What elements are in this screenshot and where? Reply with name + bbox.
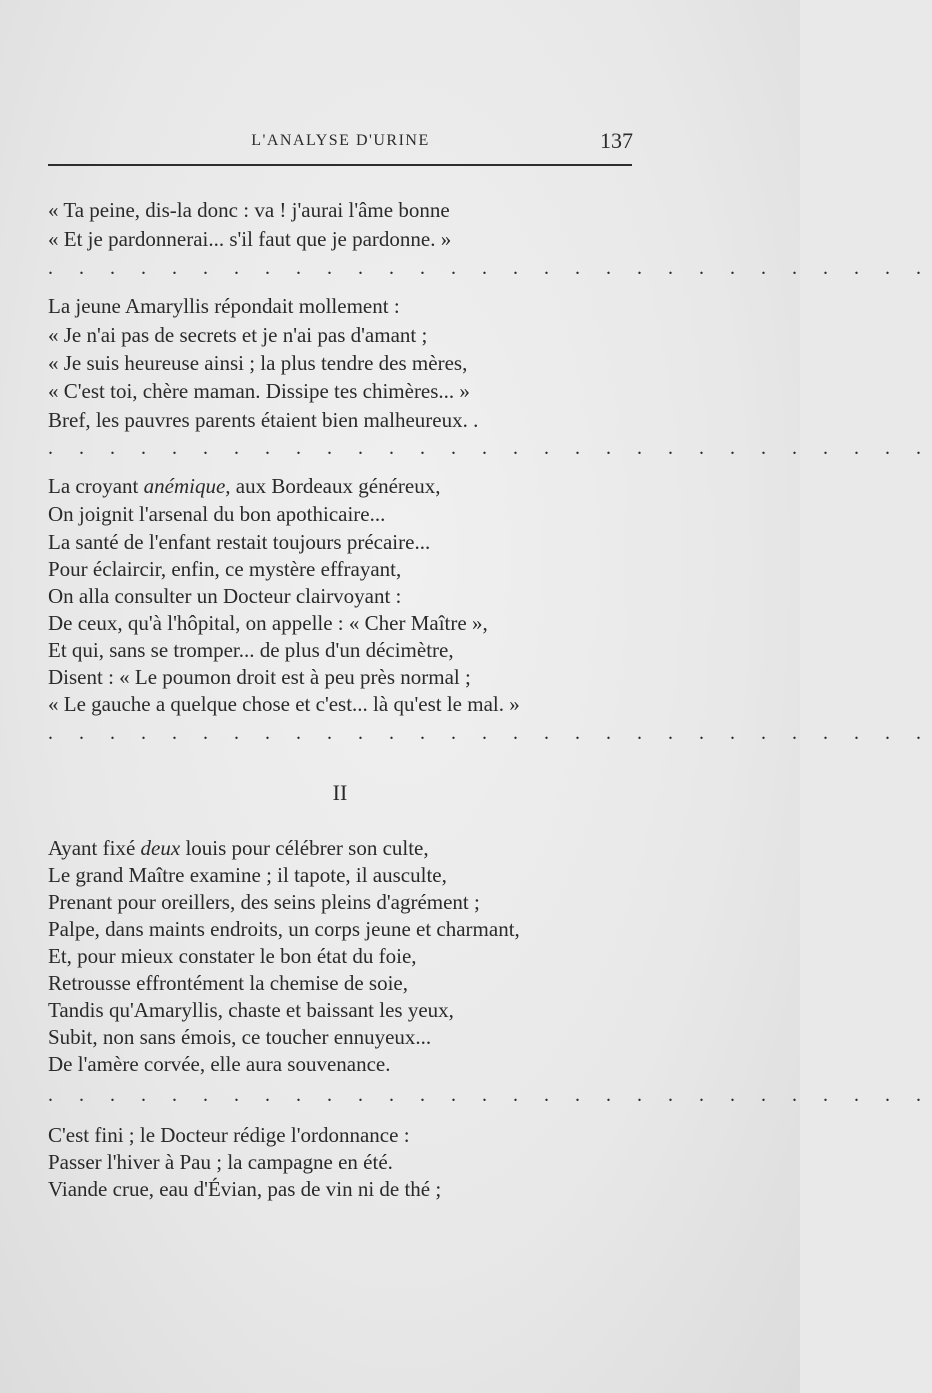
verse-line: Viande crue, eau d'Évian, pas de vin ni de thé ; [48,1177,442,1201]
verse-line: « Ta peine, dis-la donc : va ! j'aurai l'âme bonne [48,198,450,222]
verse-text: Ayant fixé [48,836,141,860]
verse-line: Subit, non sans émois, ce toucher ennuyeux... [48,1025,432,1049]
ellipsis-dots: . . . . . . . . . . . . . . . . . . . . . . . . . . . . . [48,722,932,744]
verse-line: Palpe, dans maints endroits, un corps jeune et charmant, [48,917,520,941]
verse-line: De l'amère corvée, elle aura souvenance. [48,1052,391,1076]
verse-line: Passer l'hiver à Pau ; la campagne en été. [48,1150,393,1174]
verse-line: Le grand Maître examine ; il tapote, il ausculte, [48,863,447,887]
verse-line: « C'est toi, chère maman. Dissipe tes chimères... » [48,379,470,403]
verse-line: La jeune Amaryllis répondait mollement : [48,294,400,318]
verse-line: Et, pour mieux constater le bon état du foie, [48,944,417,968]
italic-word: anémique, [143,474,231,498]
verse-line: On joignit l'arsenal du bon apothicaire... [48,502,386,526]
page-header [48,128,633,162]
verse-line: « Et je pardonnerai... s'il faut que je pardonne. » [48,227,452,251]
section-number: II [332,780,348,805]
verse-line [48,476,440,497]
verse-text: aux Bordeaux généreux, [230,474,441,498]
header-rule [48,164,632,166]
ellipsis-dots: . . . . . . . . . . . . . . . . . . . . . . . . . . . . . [48,257,932,279]
verse-line: La santé de l'enfant restait toujours précaire... [48,530,431,554]
page-number: 137 [600,128,633,153]
verse-line: Tandis qu'Amaryllis, chaste et baissant les yeux, [48,998,454,1022]
verse-line: C'est fini ; le Docteur rédige l'ordonnance : [48,1123,410,1147]
verse-line [48,838,429,859]
verse-text: louis pour célébrer son culte, [180,836,429,860]
verse-line: « Je suis heureuse ainsi ; la plus tendre des mères, [48,351,468,375]
verse-line: Bref, les pauvres parents étaient bien malheureux. . [48,408,479,432]
verse-line: Retrousse effrontément la chemise de soie, [48,971,408,995]
verse-line: « Je n'ai pas de secrets et je n'ai pas d'amant ; [48,323,428,347]
verse-line: « Le gauche a quelque chose et c'est... là qu'est le mal. » [48,692,520,716]
verse-text: La croyant [48,474,144,498]
running-title: L'ANALYSE D'URINE [251,132,430,149]
ellipsis-dots: . . . . . . . . . . . . . . . . . . . . . . . . . . . . . [48,437,932,459]
italic-word: deux [140,836,181,860]
verse-line: On alla consulter un Docteur clairvoyant : [48,584,402,608]
verse-line: Et qui, sans se tromper... de plus d'un décimètre, [48,638,454,662]
verse-line: De ceux, qu'à l'hôpital, on appelle : « Cher Maître », [48,611,488,635]
verse-line: Pour éclaircir, enfin, ce mystère effrayant, [48,557,402,581]
verse-line: Prenant pour oreillers, des seins pleins d'agrément ; [48,890,480,914]
ellipsis-dots: . . . . . . . . . . . . . . . . . . . . . . . . . . . . . [48,1084,932,1106]
verse-line: Disent : « Le poumon droit est à peu près normal ; [48,665,471,689]
